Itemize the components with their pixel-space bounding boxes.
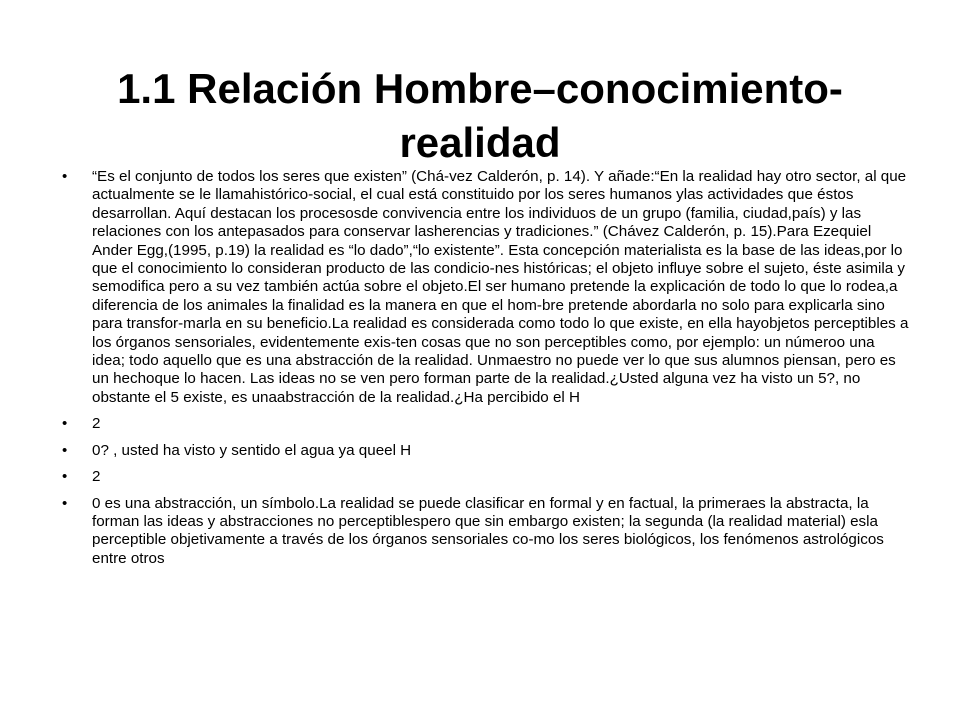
list-item (62, 442, 910, 460)
bullet-icon: • (62, 168, 68, 185)
bullet-icon: • (62, 441, 68, 459)
list-item-text: “Es el conjunto de todos los seres que existen” (Chá-vez Calderón, p. 14). Y añade:“En la realidad hay otro sector, al que actualmente se le llamahistórico-social, el cual está constituido por los seres humanos ylas actividades que éstos desarrollan. Aquí destacan los procesosde convivencia entre los individuos de un grupo (familia, ciudad,país) y las relaciones con los antepasados para conservar lasherencias y tradiciones.” (Chávez Calderón, p. 15).Para Ezequiel Ander Egg,(1995, p.19) la realidad es “lo dado”,“lo existente”. Esta concepción materialista es la base de las ideas,por lo que el conocimiento lo consideran producto de las condicio-nes históricas; el objeto influye sobre el sujeto, éste asimila y semodifica pero a su vez también actúa sobre el objeto.El ser humano pretende la explicación de todo lo que lo rodea,a diferencia de los animales la finalidad es la manera en que el hom-bre pretende abordarla no solo para explicarla sino para transfor-marla en su beneficio.La realidad es considerada como todo lo que existe, en ella hayobjetos perceptibles a los órganos sensoriales, evidentemente exis-ten cosas que no son perceptibles como, por ejemplo: un númeroo una idea; todo aquello que es una abstracción de la realidad. Unmaestro no puede ver lo que sus alumnos piensan, pero es un hechoque lo hacen. Las ideas no se ven pero forman parte de la realidad.¿Usted alguna vez ha visto un 5?, no obstante el 5 existe, es unaabstracción de la realidad.¿Ha percibido el H (92, 168, 909, 406)
list-item-text: 0? , usted ha visto y sentido el agua ya queel H (92, 441, 412, 459)
list-item (62, 415, 910, 433)
list-item-text: 2 (92, 468, 101, 486)
slide-title: 1.1 Relación Hombre–conocimiento-realidad (117, 65, 843, 167)
bullet-icon: • (62, 468, 68, 486)
list-item-text: 0 es una abstracción, un símbolo.La realidad se puede clasificar en formal y en factual, la primeraes la abstracta, la forman las ideas y abstracciones no perceptiblespero que sin embargo existen; la segunda (la realidad material) esla perceptible objetivamente a través de los órganos sensoriales co-mo los seres biológicos, los fenómenos astrológicos entre otros (92, 494, 884, 567)
bullet-icon: • (62, 415, 68, 433)
list-item (62, 468, 910, 486)
bullet-icon: • (62, 494, 68, 512)
list-item (62, 495, 910, 569)
bullet-list (62, 168, 910, 576)
list-item (62, 168, 910, 407)
list-item-text: 2 (92, 415, 101, 433)
